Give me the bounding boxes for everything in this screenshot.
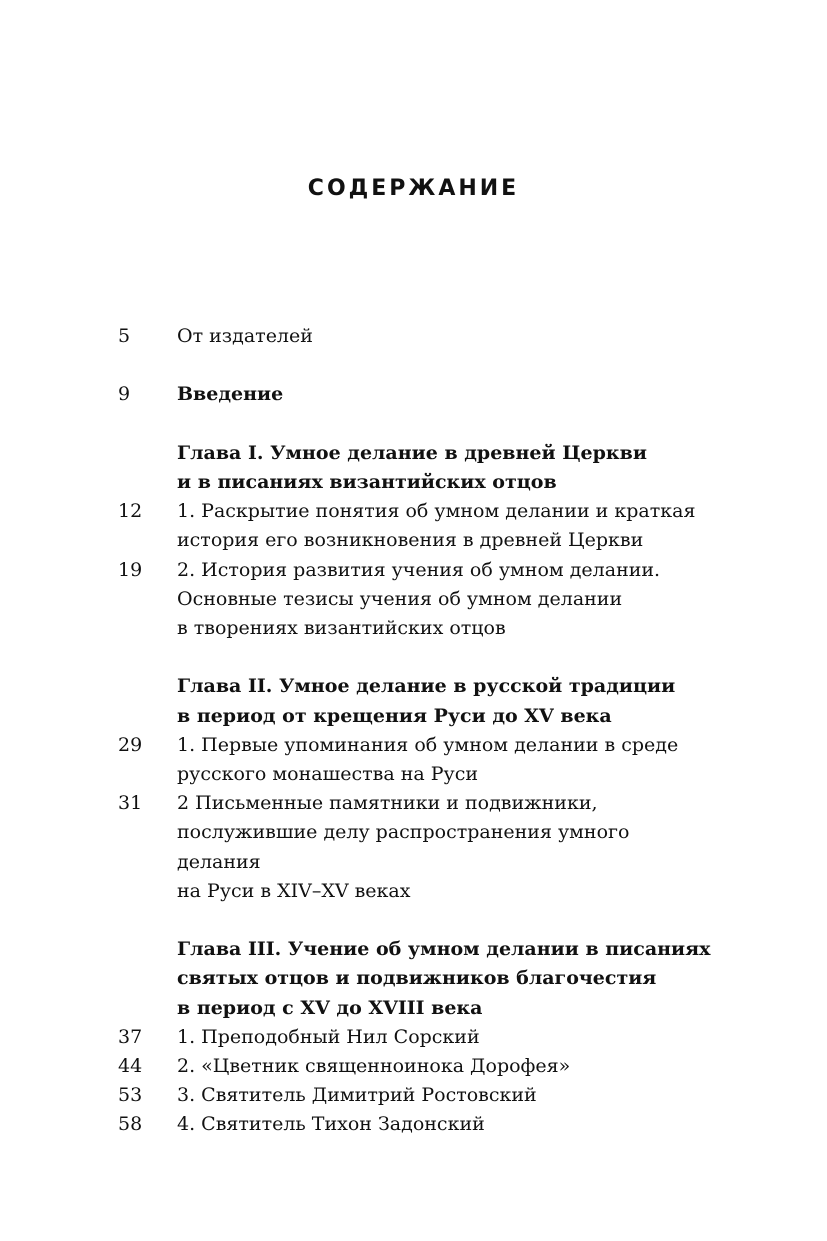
- toc-page-number: 53: [118, 1084, 143, 1107]
- toc-entry-2-2: [118, 789, 718, 906]
- toc-entry-line: 1. Первые упоминания об умном делании в среде: [177, 733, 679, 756]
- toc-entry-text: От издателей: [177, 325, 313, 347]
- toc-chapter-line: святых отцов и подвижников благочестия: [177, 967, 657, 990]
- toc-entry-line: на Руси в XIV–XV веках: [177, 879, 411, 902]
- toc-chapter-line: Глава III. Учение об умном делании в писаниях: [177, 938, 711, 961]
- toc-page-number: 29: [118, 733, 143, 756]
- toc-entry-line: послужившие делу распространения умного делания: [177, 821, 630, 873]
- page-title: СОДЕРЖАНИЕ: [307, 176, 520, 201]
- toc-chapter-1-heading: [118, 439, 718, 497]
- toc-page-number: 12: [118, 500, 143, 523]
- toc-chapter-line: Глава I. Умное делание в древней Церкви: [177, 441, 647, 464]
- toc-page-number: 44: [118, 1055, 143, 1078]
- toc-entry-1-2: [118, 556, 718, 644]
- toc-entry-line: русского монашества на Руси: [177, 763, 479, 785]
- toc-chapter-line: Глава II. Умное делание в русской традиции: [177, 675, 676, 698]
- toc-entry-3-3: [118, 1081, 718, 1110]
- toc-entry-1-1: [118, 497, 718, 555]
- toc-entry-line: 3. Святитель Димитрий Ростовский: [177, 1084, 537, 1107]
- toc-page-number: 58: [118, 1113, 143, 1136]
- toc-entry-introduction: [118, 380, 718, 409]
- toc-entry-line: 1. Преподобный Нил Сорский: [177, 1025, 480, 1048]
- toc-chapter-2-heading: [118, 672, 718, 730]
- toc-entry-text: Введение: [177, 383, 284, 406]
- toc-entry-publishers: [118, 322, 718, 351]
- toc-entry-3-4: [118, 1110, 718, 1139]
- toc-entry-line: 4. Святитель Тихон Задонский: [177, 1113, 485, 1136]
- toc-page-number: 31: [118, 792, 143, 815]
- toc-entry-line: 2. История развития учения об умном делании.: [177, 558, 661, 581]
- toc-chapter-line: в период с XV до XVIII века: [177, 996, 483, 1019]
- toc-page-number: 9: [118, 383, 131, 406]
- table-of-contents: [118, 322, 718, 1140]
- toc-entry-line: 2 Письменные памятники и подвижники,: [177, 792, 598, 815]
- toc-chapter-line: в период от крещения Руси до XV века: [177, 704, 612, 727]
- toc-entry-line: в творениях византийских отцов: [177, 617, 506, 639]
- toc-entry-3-2: [118, 1052, 718, 1081]
- toc-page-number: 37: [118, 1025, 143, 1048]
- toc-entry-3-1: [118, 1023, 718, 1052]
- toc-entry-line: 2. «Цветник священноинока Дорофея»: [177, 1055, 571, 1078]
- toc-page-number: 5: [118, 325, 131, 347]
- toc-entry-line: 1. Раскрытие понятия об умном делании и краткая: [177, 500, 696, 523]
- toc-entry-2-1: [118, 731, 718, 789]
- toc-entry-line: Основные тезисы учения об умном делании: [177, 587, 623, 610]
- toc-entry-line: история его возникновения в древней Церкви: [177, 529, 644, 552]
- toc-chapter-3-heading: [118, 935, 718, 1023]
- toc-page-number: 19: [118, 558, 143, 581]
- toc-chapter-line: и в писаниях византийских отцов: [177, 470, 557, 493]
